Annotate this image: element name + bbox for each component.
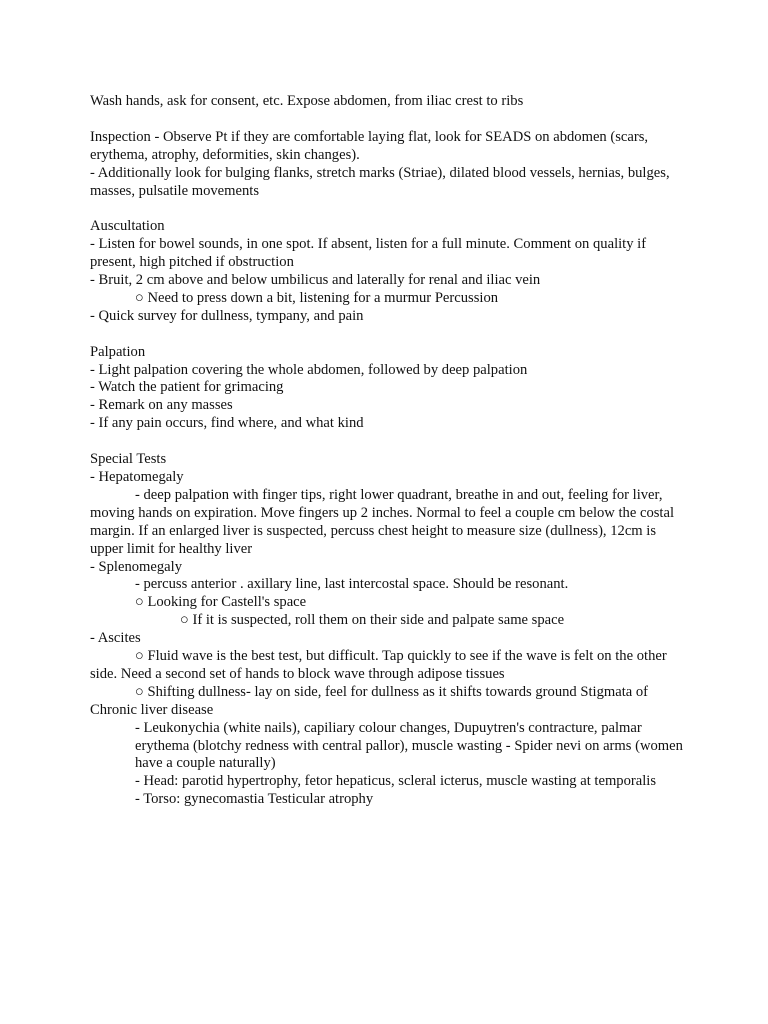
palpation-heading: Palpation [90,343,146,360]
splenomegaly-label: - Splenomegaly [90,558,183,575]
spacer [90,433,690,451]
palpation-item: - Remark on any masses [90,397,233,414]
fluid-wave-text: ○ Fluid wave is the best test, but difficult. Tap quickly to see if the wave is felt on the other side. Need a second set of hands to block wave through adipose tissues [90,648,667,682]
splenomegaly-detail: - percuss anterior . axillary line, last intercostal space. Should be resonant. [135,576,569,593]
castell-text: ○ Looking for Castell's space [135,594,307,611]
palpation-item: - Light palpation covering the whole abdomen, followed by deep palpation [90,361,528,378]
auscultation-heading: Auscultation [90,218,165,235]
shifting-dullness-text: ○ Shifting dullness- lay on side, feel for dullness as it shifts towards ground Stigmata of Chronic liver disease [90,683,649,718]
palpation-item: - If any pain occurs, find where, and what kind [90,415,364,432]
auscultation-survey: - Quick survey for dullness, tympany, and pain [90,307,364,324]
inspection-text: Inspection - Observe Pt if they are comfortable laying flat, look for SEADS on abdomen (scars, erythema, atrophy, deformities, skin changes). [90,128,649,163]
castell-sub-text: ○ If it is suspected, roll them on their side and palpate same space [180,612,565,629]
special-tests-heading: Special Tests [90,451,167,468]
torso-signs-text: - Torso: gynecomastia Testicular atrophy [135,791,374,808]
leukonychia-text: - Leukonychia (white nails), capiliary colour changes, Dupuytren's contracture, palmar erythema (blotchy redness with central pallor), muscle wasting - Spider nevi on arms (women have a couple naturally) [135,719,683,772]
spacer [90,111,690,129]
auscultation-bruit: - Bruit, 2 cm above and below umbilicus and laterally for renal and iliac vein [90,272,541,289]
hepatomegaly-detail: - deep palpation with finger tips, right lower quadrant, breathe in and out, feeling for liver, moving hands on expiration. Move fingers up 2 inches. Normal to feel a couple cm below the costal margin. If an enlarged liver is suspected, percuss chest height to measure size (dullness), 12cm is upper limit for healthy liver [90,486,675,557]
auscultation-press: ○ Need to press down a bit, listening for a murmur Percussion [135,289,499,306]
spacer [90,326,690,344]
inspection-additional: - Additionally look for bulging flanks, stretch marks (Striae), dilated blood vessels, hernias, bulges, masses, pulsatile movements [90,164,670,199]
head-signs-text: - Head: parotid hypertrophy, fetor hepaticus, scleral icterus, muscle wasting at temporalis [135,773,657,790]
spacer [90,200,690,218]
palpation-item: - Watch the patient for grimacing [90,379,284,396]
intro-text: Wash hands, ask for consent, etc. Expose abdomen, from iliac crest to ribs [90,93,524,109]
ascites-label: - Ascites [90,630,141,647]
auscultation-bowel: - Listen for bowel sounds, in one spot. If absent, listen for a full minute. Comment on quality if present, high pitched if obstruction [90,236,647,271]
hepatomegaly-label: - Hepatomegaly [90,468,184,485]
document-page [90,93,690,809]
